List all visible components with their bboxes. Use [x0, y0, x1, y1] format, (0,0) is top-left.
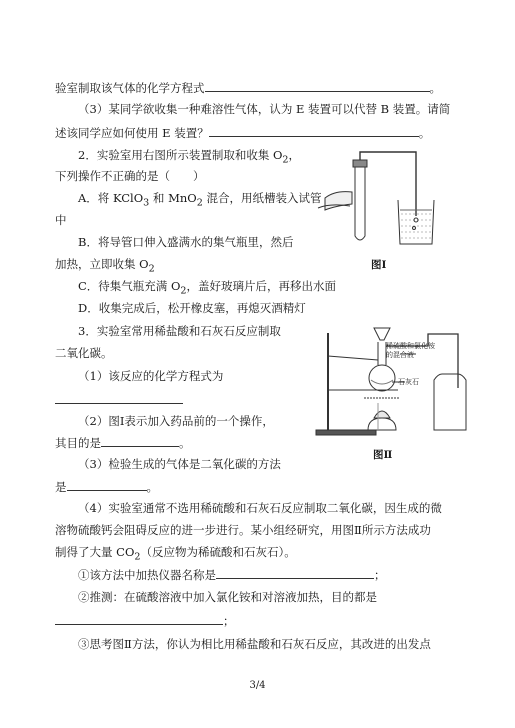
delivery-tube [360, 152, 416, 216]
test-tube [355, 166, 365, 240]
bubble [413, 227, 416, 230]
text: B．将导管口伸入盛满水的集气瓶里，然后 [78, 235, 294, 249]
text-line [55, 124, 430, 141]
question-2-stem [78, 147, 300, 168]
text: ； [374, 568, 386, 582]
answer-blank[interactable] [55, 612, 223, 625]
text: ， [288, 148, 301, 162]
question-3-part-4-cont2 [55, 544, 296, 565]
text: 其目的是 [55, 436, 101, 450]
text: （3）某同学欲收集一种难溶性气体，认为 E 装置可以代替 B 装置。请简 [78, 102, 451, 116]
text: （2）图Ⅰ表示加入药品前的一个操作， [78, 414, 274, 428]
subscript: 2 [180, 285, 187, 297]
text: 是 [55, 480, 67, 494]
text: D．收集完成后，松开橡皮塞，再熄灭酒精灯 [78, 301, 306, 315]
page-number: 3/4 [249, 680, 266, 691]
answer-blank[interactable] [205, 79, 430, 92]
flame [374, 411, 390, 418]
text: 验室制取该气体的化学方程式 [55, 81, 205, 95]
question-3-part-3-cont [55, 478, 158, 495]
text: 。 [418, 126, 431, 140]
text: ③思考图Ⅱ方法，你认为相比用稀盐酸和石灰石反应，其改进的出发点 [78, 637, 431, 651]
separatory-funnel [374, 328, 390, 340]
option-b-cont [55, 256, 155, 277]
text: 2．实验室用右图所示装置制取和收集 O [78, 148, 283, 162]
text: ②推测：在硫酸溶液中加入氯化铵和对溶液加热，目的都是 [78, 590, 377, 604]
answer-blank[interactable] [216, 566, 374, 579]
text: （3）检验生成的气体是二氧化碳的方法 [78, 457, 281, 471]
figure-1-caption: 图Ⅰ [371, 259, 387, 271]
figure-2-label-acid-2: 的混合液 [386, 351, 414, 359]
option-d [78, 300, 306, 316]
answer-blank[interactable] [209, 124, 419, 137]
text: 混合，用纸槽装入试管 [202, 191, 322, 205]
text: 。 [179, 436, 191, 450]
gas-collection-bottle [434, 374, 466, 430]
text: 和 MnO [149, 191, 197, 205]
figure-2-apparatus [308, 318, 473, 443]
answer-blank[interactable] [55, 391, 183, 404]
flask-liquid [371, 380, 393, 384]
question-3-part-4 [78, 500, 442, 516]
subscript: 2 [196, 197, 203, 209]
option-a [78, 190, 321, 211]
figure-2-label-acid: 稀硫酸和氯化铵 [386, 342, 435, 350]
text: ①该方法中加热仪器名称是 [78, 568, 216, 582]
option-b [78, 234, 293, 250]
text: （1）该反应的化学方程式为 [78, 369, 224, 383]
text-line [78, 101, 450, 117]
answer-blank[interactable] [67, 478, 147, 491]
subscript: 3 [143, 197, 150, 209]
text: （反应物为稀硫酸和石灰石）。 [140, 545, 296, 559]
answer-line [55, 391, 183, 408]
text-line [55, 79, 441, 96]
text: 3．实验室常用稀盐酸和石灰石反应制取 [78, 324, 281, 338]
question-3-part-2 [78, 413, 274, 429]
answer-blank[interactable] [101, 434, 179, 447]
sub-question-3 [78, 636, 431, 652]
text: 。 [429, 81, 441, 95]
sub-question-1 [78, 566, 386, 583]
figure-2-caption: 图Ⅱ [373, 449, 393, 461]
figure-2-label-limestone: 石灰石 [398, 378, 419, 386]
text: 下列操作不正确的是（ ） [55, 169, 205, 183]
text: （4）实验室通常不选用稀硫酸和石灰石反应制取二氧化碳，因生成的微 [78, 501, 442, 515]
alcohol-lamp [368, 418, 396, 430]
question-2-stem-cont [55, 168, 205, 184]
round-flask [369, 365, 395, 391]
subscript: 2 [134, 551, 141, 563]
text: ，盖好玻璃片后，再移出水面 [186, 279, 336, 293]
text: 溶物硫酸钙会阻碍反应的进一步进行。某小组经研究，用图Ⅱ所示方法成功 [55, 523, 431, 537]
iron-stand-base [316, 430, 376, 435]
text: 制得了大量 CO [55, 545, 135, 559]
question-3-part-1 [78, 368, 223, 384]
question-3-part-2-cont [55, 434, 191, 451]
question-3-part-3 [78, 456, 281, 472]
question-3-stem [78, 323, 281, 339]
text: 加热，立即收集 O [55, 257, 149, 271]
clamp-arm [328, 356, 378, 360]
question-3-part-4-cont [55, 522, 431, 538]
text: 述该同学应如何使用 E 装置？ [55, 126, 209, 140]
question-3-stem-cont [55, 345, 113, 361]
text: 二氧化碳。 [55, 346, 113, 360]
text: 中 [55, 213, 67, 227]
text: 。 [146, 480, 158, 494]
text: ； [223, 614, 235, 628]
figure-1-apparatus [310, 148, 450, 253]
option-a-cont [55, 212, 67, 228]
text: A．将 KClO [78, 191, 144, 205]
answer-line [55, 612, 235, 629]
subscript: 2 [282, 154, 289, 166]
rubber-stopper [353, 160, 367, 167]
option-c [78, 278, 336, 299]
sub-question-2 [78, 589, 377, 605]
hand-clamp [325, 192, 352, 210]
text: C．待集气瓶充满 O [78, 279, 181, 293]
subscript: 2 [148, 263, 155, 275]
